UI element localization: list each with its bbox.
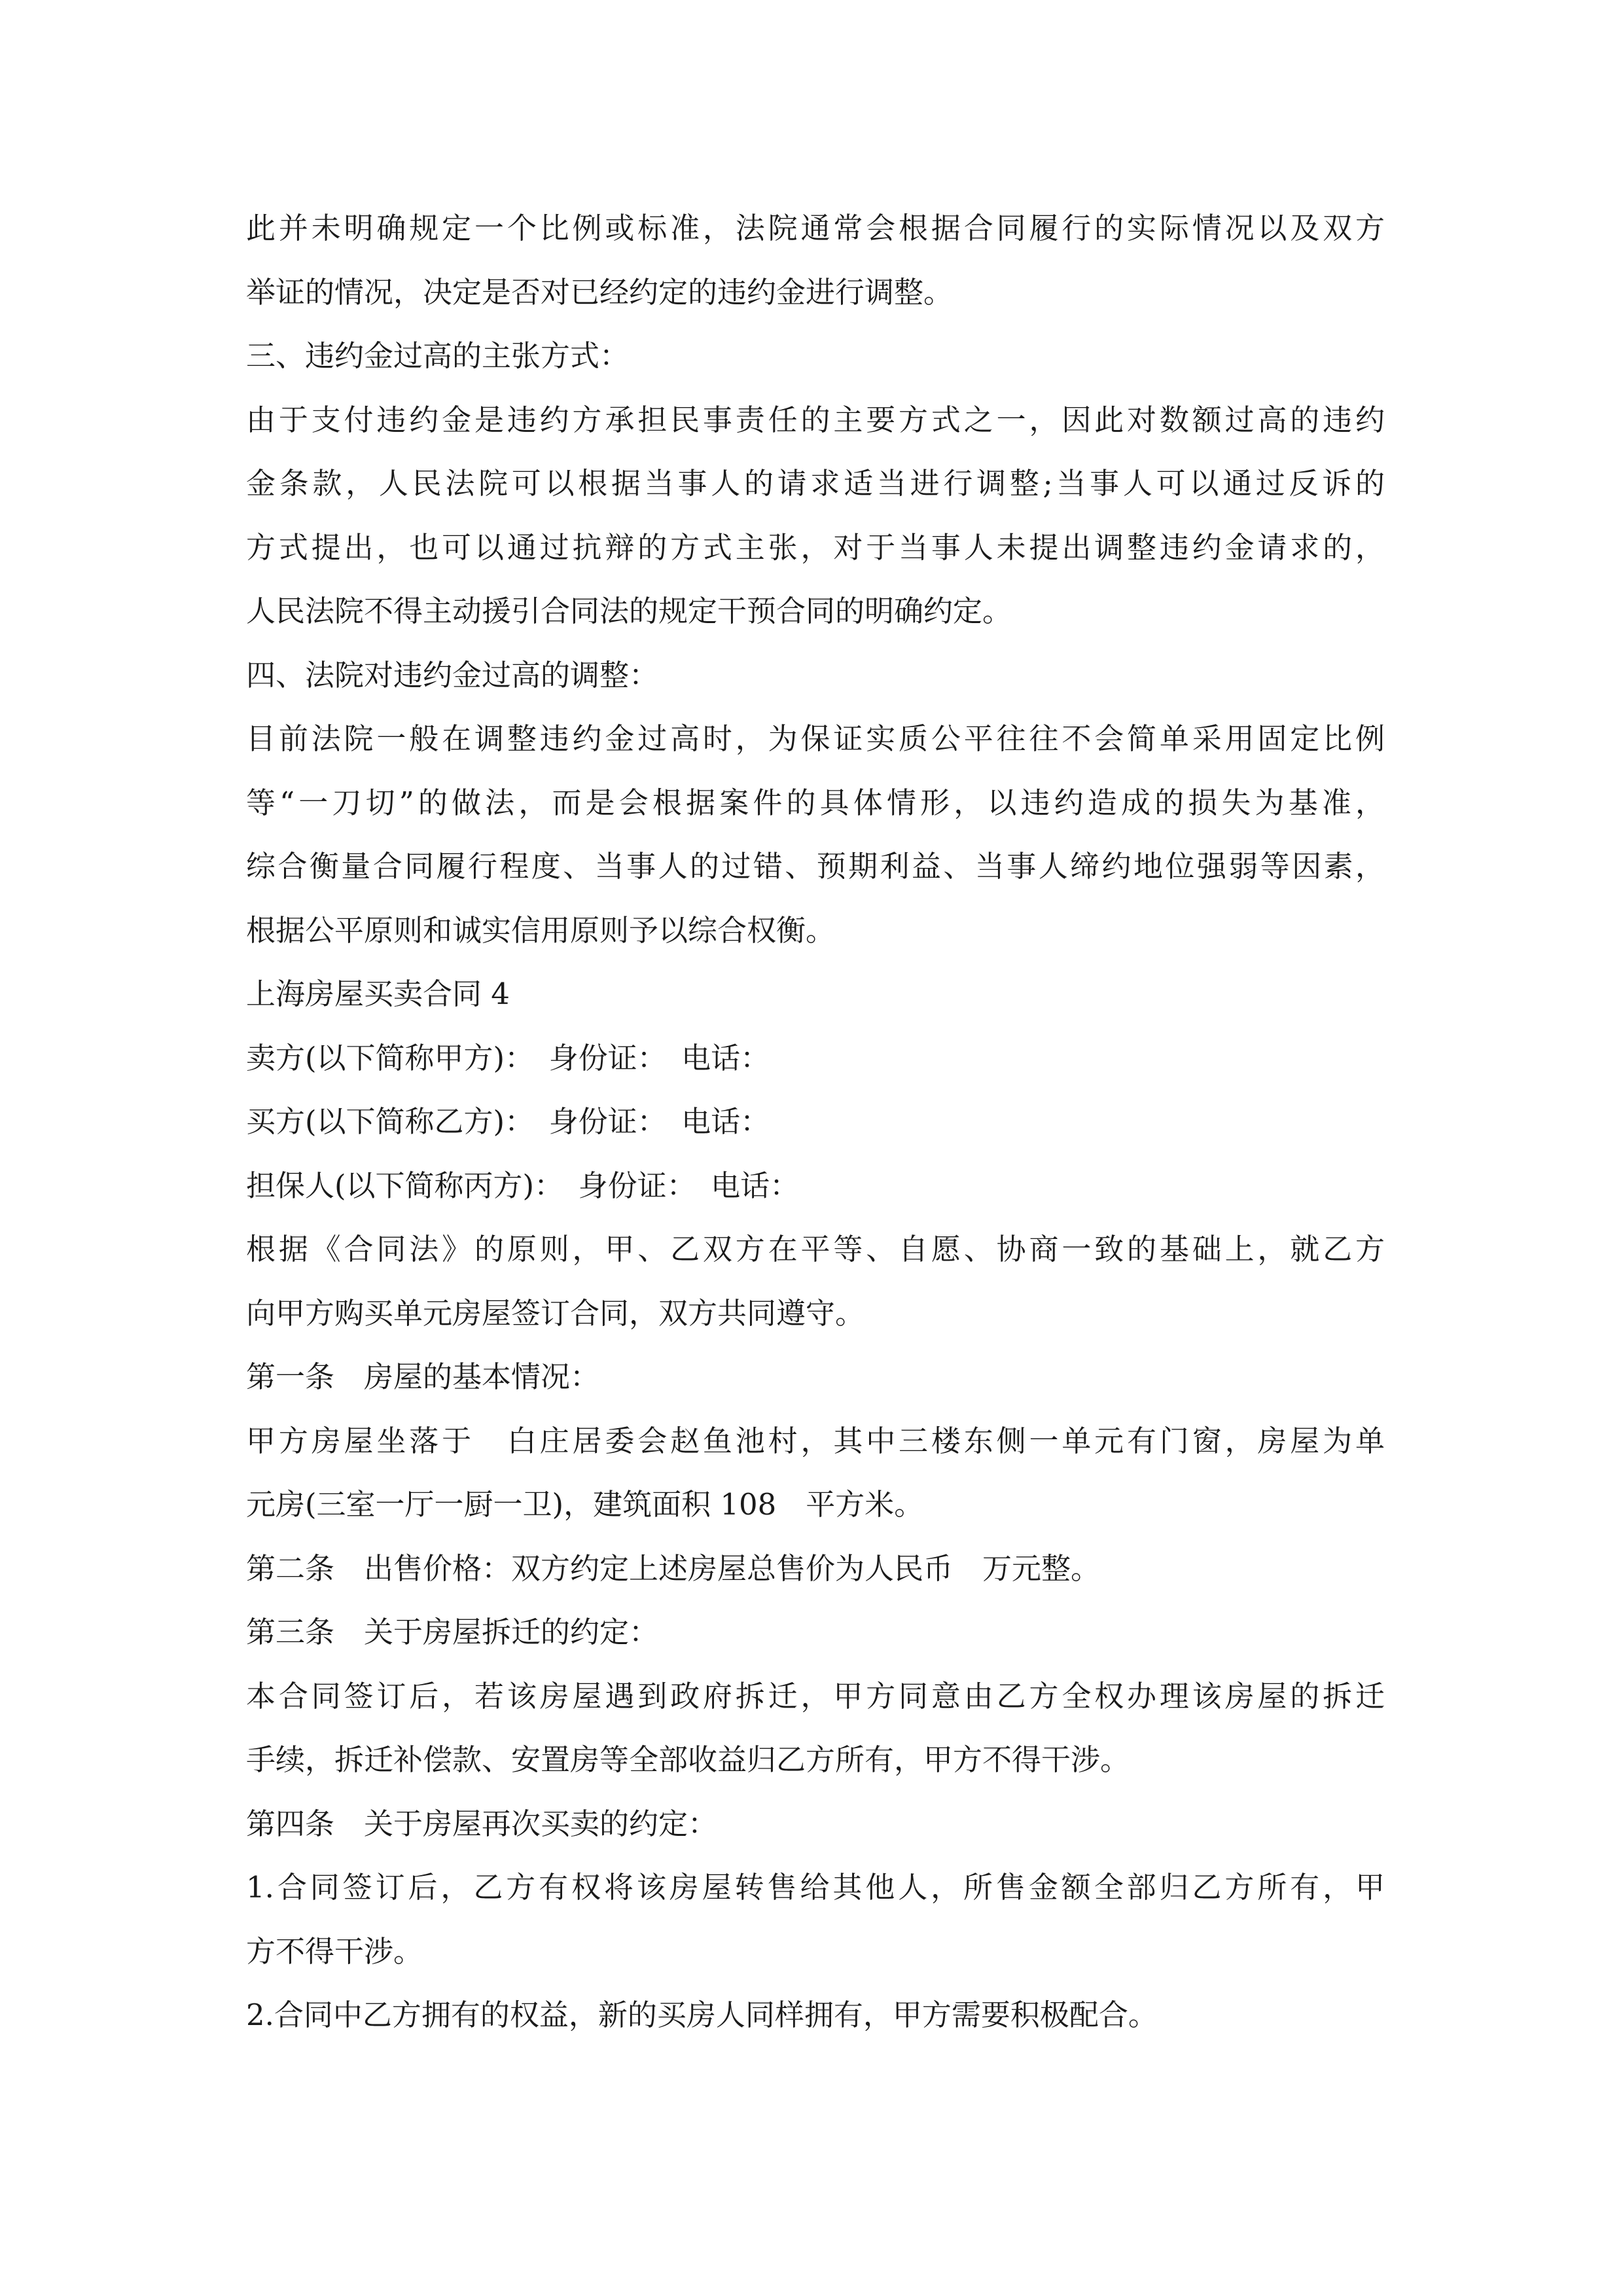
paragraph-line: 金条款，人民法院可以根据当事人的请求适当进行调整;当事人可以通过反诉的 [246, 466, 1385, 501]
paragraph-line: 根据公平原则和诚实信用原则予以综合权衡。 [246, 912, 836, 948]
article-heading: 第一条 房屋的基本情况： [246, 1359, 600, 1394]
buyer-info-line: 买方(以下简称乙方)： 身份证： 电话： [246, 1104, 770, 1139]
article-heading: 第三条 关于房屋拆迁的约定： [246, 1615, 659, 1649]
paragraph-line: 手续，拆迁补偿款、安置房等全部收益归乙方所有，甲方不得干涉。 [246, 1742, 1130, 1777]
article-heading: 第四条 关于房屋再次买卖的约定： [246, 1806, 718, 1841]
section-heading: 四、法院对违约金过高的调整： [246, 657, 659, 692]
list-item: 方不得干涉。 [246, 1933, 423, 1969]
paragraph-line: 人民法院不得主动援引合同法的规定干预合同的明确约定。 [246, 594, 1012, 628]
seller-info-line: 卖方(以下简称甲方)： 身份证： 电话： [246, 1040, 770, 1075]
section-heading: 三、违约金过高的主张方式： [246, 338, 630, 373]
paragraph-line: 综合衡量合同履行程度、当事人的过错、预期利益、当事人缔约地位强弱等因素， [246, 849, 1385, 884]
paragraph-line: 甲方房屋坐落于 白庄居委会赵鱼池村，其中三楼东侧一单元有门窗，房屋为单 [246, 1423, 1385, 1458]
paragraph-line: 元房(三室一厅一厨一卫)，建筑面积 108 平方米。 [246, 1487, 924, 1522]
paragraph-line: 等“一刀切”的做法，而是会根据案件的具体情形，以违约造成的损失为基准， [246, 785, 1385, 820]
paragraph-line: 此并未明确规定一个比例或标准，法院通常会根据合同履行的实际情况以及双方 [246, 211, 1385, 245]
paragraph-line: 向甲方购买单元房屋签订合同，双方共同遵守。 [246, 1295, 865, 1331]
paragraph-line: 本合同签订后，若该房屋遇到政府拆迁，甲方同意由乙方全权办理该房屋的拆迁 [246, 1678, 1385, 1713]
paragraph-line: 根据《合同法》的原则，甲、乙双方在平等、自愿、协商一致的基础上，就乙方 [246, 1232, 1385, 1266]
contract-title: 上海房屋买卖合同 4 [246, 977, 510, 1011]
list-item: 1.合同签订后，乙方有权将该房屋转售给其他人，所售金额全部归乙方所有，甲 [246, 1870, 1385, 1905]
paragraph-line: 由于支付违约金是违约方承担民事责任的主要方式之一，因此对数额过高的违约 [246, 402, 1385, 437]
article-heading: 第二条 出售价格：双方约定上述房屋总售价为人民币 万元整。 [246, 1551, 1101, 1586]
paragraph-line: 目前法院一般在调整违约金过高时，为保证实质公平往往不会简单采用固定比例 [246, 721, 1385, 756]
document-body [246, 196, 1385, 2047]
paragraph-line: 方式提出，也可以通过抗辩的方式主张，对于当事人未提出调整违约金请求的， [246, 529, 1385, 565]
guarantor-info-line: 担保人(以下简称丙方)： 身份证： 电话： [246, 1168, 800, 1203]
paragraph-line: 举证的情况，决定是否对已经约定的违约金进行调整。 [246, 274, 954, 310]
list-item: 2.合同中乙方拥有的权益，新的买房人同样拥有，甲方需要积极配合。 [246, 1998, 1158, 2032]
